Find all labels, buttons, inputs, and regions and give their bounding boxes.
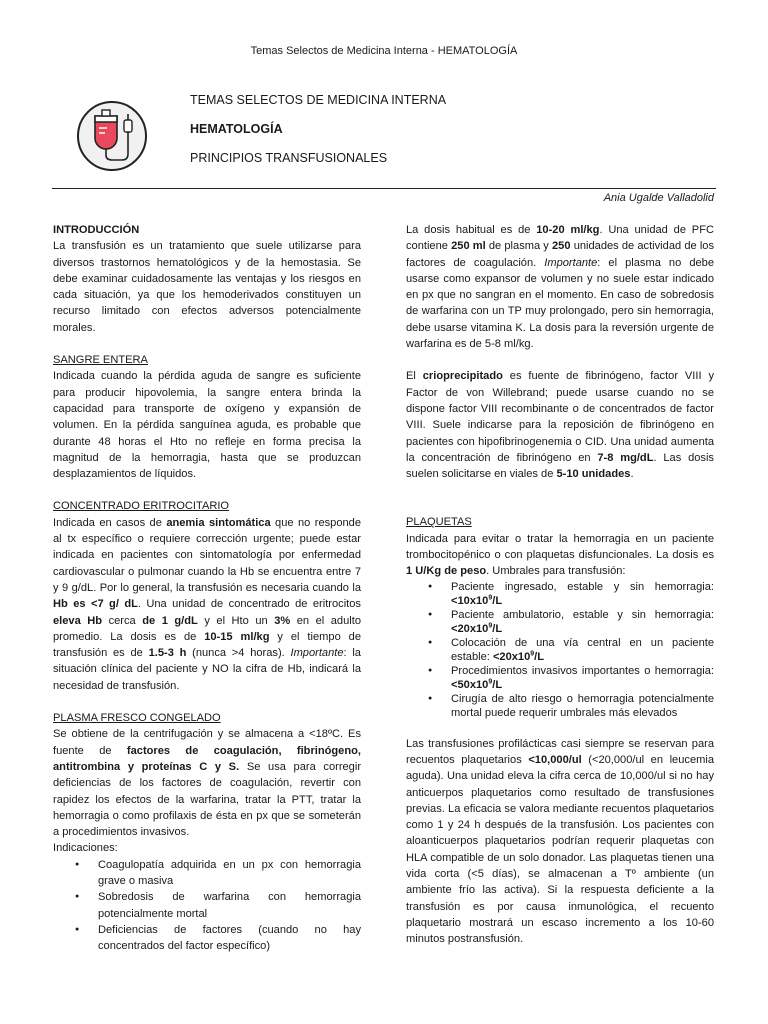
plasma-paragraph: Se obtiene de la centrifugación y se almacena a <18ºC. Es fuente de factores de coagulación, fibrinógeno, antitrombina y proteínas C y S. Se usa para corregir deficiencias de los factores de coagulación, revertir con rapidez los efectos de la warfarina, tratar la PTT, tratar la hemorragia o como profilaxis de ésta en px que se someterán a procedimientos invasivos. bbox=[53, 728, 362, 839]
running-header: Temas Selectos de Medicina Interna - HEMATOLOGÍA bbox=[250, 45, 518, 57]
section-heading-concentrado: CONCENTRADO ERITROCITARIO bbox=[53, 500, 230, 513]
title-topic: PRINCIPIOS TRANSFUSIONALES bbox=[190, 151, 388, 165]
left-column bbox=[53, 222, 361, 954]
list-item: ● Deficiencias de factores (cuando no hay concentrados del factor específico) bbox=[53, 922, 361, 955]
section-heading-plaquetas: PLAQUETAS bbox=[406, 516, 472, 529]
concentrado-paragraph: Indicada en casos de anemia sintomática que no responde al tx específico o requiere corrección urgente; puede estar indicada en pacientes con sintomatología por enfermedad cardiovascular o pulmonar cuando la Hb se encuentra entre 7 y 9 g/dL. Por lo general, la transfusión es necesaria cuando la Hb es <7 g/ dL. Una unidad de concentrado de eritrocitos eleva Hb cerca de 1 g/dL y el Hto un 3% en el adulto promedio. La dosis es de 10-15 ml/kg y el tiempo de transfusión es de 1.5-3 h (nunca >4 horas). Importante: la situación clínica del paciente y NO la cifra de Hb, indicará la necesidad de transfusión. bbox=[53, 516, 362, 692]
list-item: ● Colocación de una vía central en un paciente estable: $<20x10^9/L$ bbox=[406, 636, 714, 664]
indicaciones-label: Indicaciones: bbox=[53, 842, 118, 855]
sangre-paragraph: Indicada cuando la pérdida aguda de sangre es suficiente para producir hipovolemia, la sangre entera brinda la capacidad para transporte de oxígeno y expansión de volumen. En la pérdida sanguínea aguda, es probable que durante 48 horas el Hto no refleje en forma precisa la magnitud de la hemorragia, hasta que se produzcan desplazamientos de líquidos. bbox=[53, 370, 361, 481]
title-series: TEMAS SELECTOS DE MEDICINA INTERNA bbox=[190, 93, 447, 107]
section-heading-sangre-entera: SANGRE ENTERA bbox=[53, 354, 148, 367]
section-heading-introduccion: INTRODUCCIÓN bbox=[53, 224, 140, 236]
crioprecipitado-paragraph: El crioprecipitado es fuente de fibrinógeno, factor VIII y Factor de von Willebrand; puede usarse cuando no se dispone factor VIII recombinante o de concentrados de factor VIII. Suele indicarse para la reposición de fibrinógeno en pacientes con hipofibrinogenemia o CID. Una unidad aumenta la concentración de fibrinógeno en 7-8 mg/dL. Las dosis suelen solicitarse en viales de 5-10 unidades. bbox=[406, 370, 714, 481]
plaquetas-paragraph: Indicada para evitar o tratar la hemorragia en un paciente trombocitopénico o con plaquetas disfuncionales. La dosis es 1 U/Kg de peso. Umbrales para transfusión: bbox=[406, 532, 714, 578]
list-item: ● Procedimientos invasivos importantes o hemorragia: $<50x10^9/L$ bbox=[406, 664, 714, 692]
list-item: ● Sobredosis de warfarina con hemorragia potencialmente mortal bbox=[53, 889, 361, 922]
profilacticas-paragraph: Las transfusiones profilácticas casi siempre se reservan para recuentos plaquetarios <10,000/ul (<20,000/ul en leucemia aguda). Una unidad eleva la cifra cerca de 10,000/ul si no hay anticuerpos plaquetarios como resultado de transfusiones previas. La eficacia se valora mediante recuentos plaquetarios como 1 y 24 h después de la transfusión. Los pacientes con aloanticuerpos plaquetarios podrían requerir plaquetas con HLA compatible de un solo donador. Las plaquetas tienen una vida corta (<5 días), se almacenan a Tº ambiente (un ambiente frío las activa). Si la respuesta deficiente a la transfusión es por causa inmunológica, el recuento plaquetario mostrará un escaso incremento a los 10-60 minutos postransfusión. bbox=[406, 737, 714, 946]
blood-bag-icon bbox=[76, 100, 148, 172]
list-item: ● Cirugía de alto riesgo o hemorragia potencialmente mortal puede requerir umbrales más elevados bbox=[406, 692, 714, 720]
intro-paragraph: La transfusión es un tratamiento que suele utilizarse para diversos trastornos hematológicos y de la hemostasia. Se debe examinar cuidadosamente las ventajas y los riesgos en cada situación, ya que los hemoderivados constituyen un recurso limitado con efectos adversos potencialmente morales. bbox=[53, 240, 361, 334]
list-item: ● Paciente ingresado, estable y sin hemorragia: $<10x10^9/L$ bbox=[406, 580, 714, 608]
pfc-dose-paragraph: La dosis habitual es de 10-20 ml/kg. Una unidad de PFC contiene 250 ml de plasma y 250 unidades de actividad de los factores de coagulación. Importante: el plasma no debe usarse como expansor de volumen y no suele estar indicado en px que no sangran en el momento. En caso de sobredosis de warfarina con un TP muy prolongado, pero sin hemorragia, debe usarse vitamina K. La dosis para la reversión urgente de warfarina es de 5-8 ml/kg. bbox=[406, 224, 715, 351]
indicaciones-list bbox=[53, 857, 361, 955]
right-column bbox=[406, 222, 714, 948]
author: Ania Ugalde Valladolid bbox=[603, 192, 714, 204]
section-heading-plasma: PLASMA FRESCO CONGELADO bbox=[53, 712, 221, 725]
list-item: ● Coagulopatía adquirida en un px con hemorragia grave o masiva bbox=[53, 857, 361, 890]
title-subject: HEMATOLOGÍA bbox=[190, 122, 283, 136]
title-block bbox=[190, 93, 446, 180]
list-item: ● Paciente ambulatorio, estable y sin hemorragia: $<20x10^9/L$ bbox=[406, 608, 714, 636]
umbrales-list bbox=[406, 580, 714, 720]
header-divider bbox=[52, 188, 716, 189]
